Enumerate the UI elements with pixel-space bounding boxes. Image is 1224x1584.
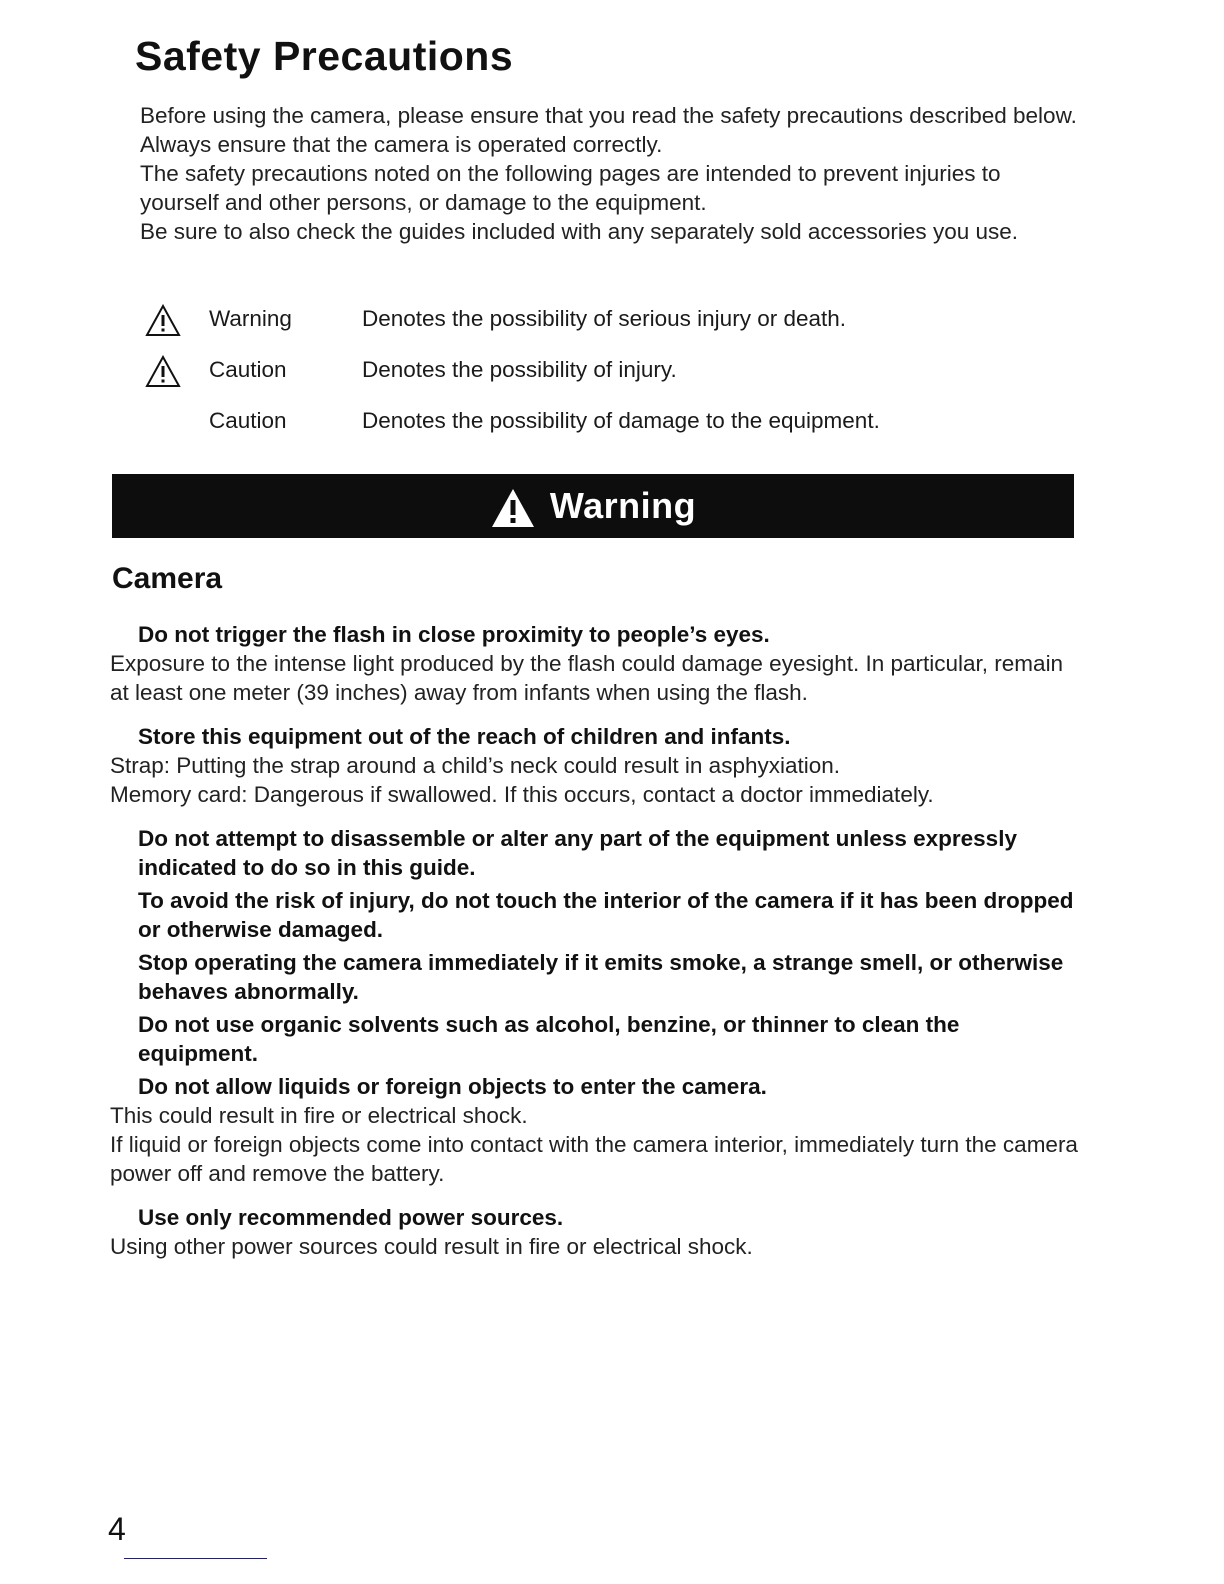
legend-term: Warning: [209, 306, 292, 331]
intro-text: [140, 101, 1080, 246]
legend-description: Denotes the possibility of damage to the equipment.: [362, 408, 880, 433]
precaution-heading: Store this equipment out of the reach of children and infants.: [138, 724, 791, 749]
precaution-heading: Do not use organic solvents such as alcohol, benzine, or thinner to clean the equipment.: [138, 1012, 960, 1066]
precaution-item: [110, 620, 1080, 707]
precaution-item: [110, 1072, 1080, 1188]
banner-label: Warning: [549, 485, 697, 526]
legend-term: Caution: [209, 357, 287, 382]
page-title: Safety Precautions: [135, 33, 514, 79]
precaution-heading: Do not trigger the flash in close proximity to people’s eyes.: [138, 622, 770, 647]
intro-paragraph: Before using the camera, please ensure that you read the safety precautions described below. Always ensure that the camera is operated correctly.: [140, 103, 1077, 157]
warning-banner: [112, 474, 1074, 538]
legend-row-caution-equipment: [145, 406, 1045, 457]
precaution-item: [110, 722, 1080, 809]
legend-description: Denotes the possibility of serious injury or death.: [362, 306, 847, 331]
precaution-item: [110, 1010, 1080, 1068]
precaution-body: Using other power sources could result in fire or electrical shock.: [110, 1234, 753, 1259]
symbol-legend: [145, 304, 1045, 457]
precaution-item: [110, 824, 1080, 882]
precaution-heading: Use only recommended power sources.: [138, 1205, 564, 1230]
warning-triangle-icon: [490, 487, 536, 529]
precaution-body: Exposure to the intense light produced by the flash could damage eyesight. In particular, remain at least one meter (39 inches) away from infants when using the flash.: [110, 651, 1064, 705]
footer-rule: [124, 1558, 267, 1559]
legend-row-warning: [145, 304, 1045, 355]
precaution-item: [110, 886, 1080, 944]
warning-triangle-icon: [145, 355, 181, 389]
precaution-heading: Stop operating the camera immediately if it emits smoke, a strange smell, or otherwise behaves abnormally.: [138, 950, 1064, 1004]
precaution-list: [110, 620, 1080, 1261]
intro-paragraph: The safety precautions noted on the following pages are intended to prevent injuries to yourself and other persons, or damage to the equipment.: [140, 161, 1001, 215]
warning-triangle-icon: [145, 304, 181, 338]
legend-description: Denotes the possibility of injury.: [362, 357, 677, 382]
legend-term: Caution: [209, 408, 287, 433]
precaution-body: Strap: Putting the strap around a child’s neck could result in asphyxiation.: [110, 753, 841, 778]
precaution-body: This could result in fire or electrical shock.: [110, 1103, 528, 1128]
intro-paragraph: Be sure to also check the guides included with any separately sold accessories you use.: [140, 219, 1018, 244]
section-title: Camera: [112, 562, 223, 595]
precaution-body: Memory card: Dangerous if swallowed. If this occurs, contact a doctor immediately.: [110, 782, 934, 807]
precaution-heading: To avoid the risk of injury, do not touch the interior of the camera if it has been dropped or otherwise damaged.: [138, 888, 1074, 942]
precaution-body: If liquid or foreign objects come into contact with the camera interior, immediately turn the camera power off and remove the battery.: [110, 1132, 1078, 1186]
precaution-heading: Do not allow liquids or foreign objects to enter the camera.: [138, 1074, 767, 1099]
precaution-item: [110, 1203, 1080, 1261]
legend-row-caution-injury: [145, 355, 1045, 406]
precaution-heading: Do not attempt to disassemble or alter any part of the equipment unless expressly indicated to do so in this guide.: [138, 826, 1017, 880]
page-number: 4: [108, 1511, 126, 1547]
precaution-item: [110, 948, 1080, 1006]
